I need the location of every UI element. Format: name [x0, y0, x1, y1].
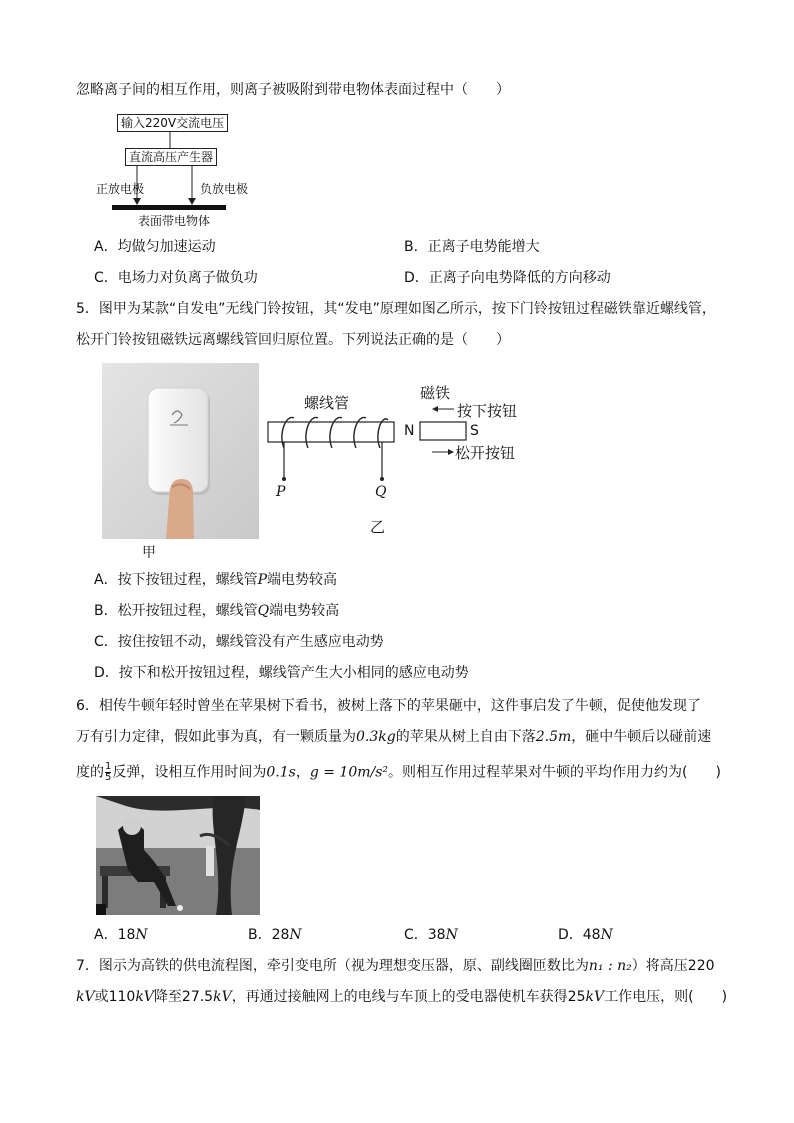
- q6-option-a: A．18N: [94, 927, 148, 943]
- charged-surface-label: 表面带电物体: [138, 214, 211, 228]
- q4-option-b: B．正离子电势能增大: [404, 239, 540, 255]
- photo-caption-jia: 甲: [142, 545, 156, 561]
- press-button-label: 按下按钮: [457, 402, 518, 420]
- q6-option-d: D．48N: [558, 927, 613, 943]
- solenoid-label: 螺线管: [304, 394, 350, 412]
- q7-stem-line2: kV或110kV降至27.5kV，再通过接触网上的电线与车顶上的受电器使机车获得25kV工作电压，则( ): [76, 989, 728, 1005]
- negative-electrode-label: 负放电极: [200, 182, 249, 196]
- newton-under-tree-illustration: [96, 796, 260, 915]
- q6-stem-line3: 度的 $\frac{1}{5}$ 反弹，设相互作用时间为0.1s，g = 10m/s²。则相互作用过程苹果对牛顿的平均作用力约为( ): [76, 761, 721, 783]
- solenoid-magnet-diagram: [262, 380, 542, 540]
- magnet-label: 磁铁: [420, 384, 451, 402]
- q5-option-c: C．按住按钮不动，螺线管没有产生感应电动势: [94, 634, 384, 650]
- q6-stem-line1: 6．相传牛顿年轻时曾坐在苹果树下看书，被树上落下的苹果砸中，这件事启发了牛顿，促使他发现了: [76, 698, 701, 714]
- q5-stem-line2: 松开门铃按钮磁铁远离螺线管回归原位置。下列说法正确的是（ ）: [76, 332, 510, 348]
- q4-option-a: A．均做匀加速运动: [94, 239, 216, 255]
- terminal-q-label: Q: [375, 484, 387, 500]
- positive-electrode-label: 正放电极: [96, 182, 145, 196]
- doorbell-button-photo: [102, 363, 259, 539]
- input-voltage-box: 输入220V交流电压: [117, 114, 228, 132]
- q6-option-c: C．38N: [404, 927, 458, 943]
- q4-stem-tail: 忽略离子间的相互作用，则离子被吸附到带电物体表面过程中（ ）: [76, 82, 510, 98]
- q5-stem-line1: 5．图甲为某款“自发电”无线门铃按钮，其“发电”原理如图乙所示，按下门铃按钮过程磁铁靠近螺线管，: [76, 301, 716, 317]
- fraction-one-fifth: $\frac{1}{5}$: [105, 761, 112, 783]
- diagram-caption-yi: 乙: [370, 518, 386, 536]
- q5-option-b: B．松开按钮过程，螺线管Q端电势较高: [94, 603, 340, 619]
- q6-option-b: B．28N: [248, 927, 302, 943]
- n-pole-label: N: [404, 423, 415, 439]
- q5-option-a: A．按下按钮过程，螺线管P端电势较高: [94, 572, 337, 588]
- q7-stem-line1: 7．图示为高铁的供电流程图，牵引变电所（视为理想变压器，原、副线圈匝数比为n₁ : n₂）将高压220: [76, 958, 715, 974]
- s-pole-label: S: [470, 423, 479, 439]
- q4-option-c: C．电场力对负离子做负功: [94, 270, 258, 286]
- q5-option-d: D．按下和松开按钮过程，螺线管产生大小相同的感应电动势: [94, 665, 469, 681]
- q6-stem-line2: 万有引力定律，假如此事为真，有一颗质量为0.3kg的苹果从树上自由下落2.5m，砸中牛顿后以碰前速: [76, 729, 712, 745]
- q4-circuit-diagram: [92, 110, 262, 230]
- dc-generator-box: 直流高压产生器: [125, 148, 217, 166]
- terminal-p-label: P: [276, 484, 286, 500]
- release-button-label: 松开按钮: [455, 444, 516, 462]
- q4-option-d: D．正离子向电势降低的方向移动: [404, 270, 611, 286]
